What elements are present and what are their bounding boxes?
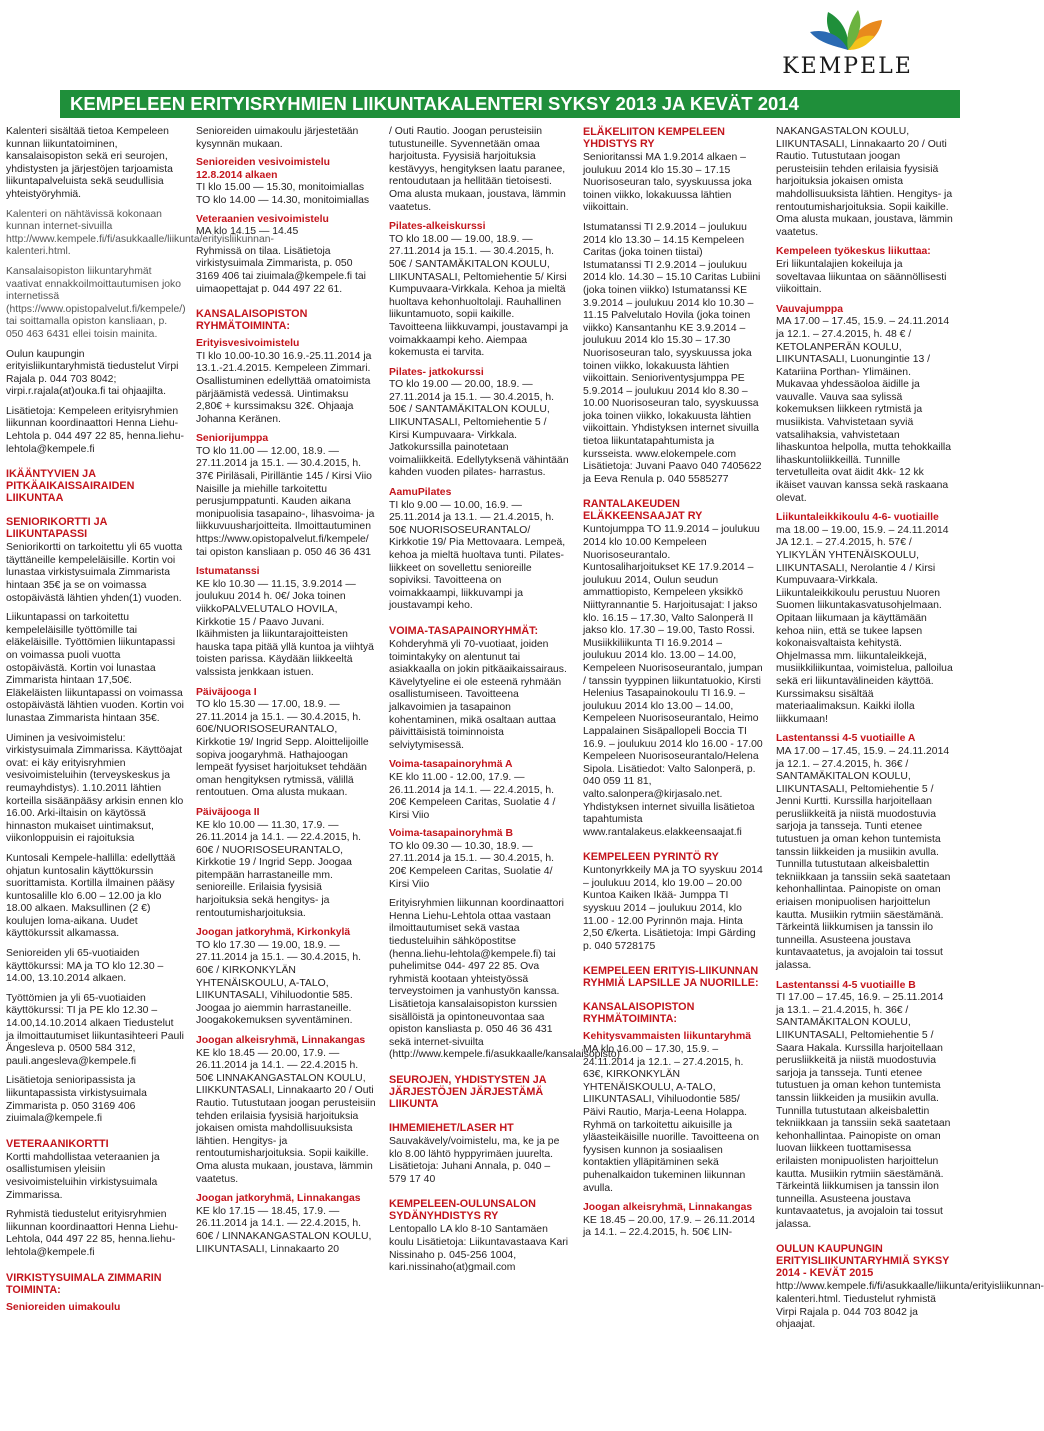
section-heading: ELÄKELIITON KEMPELEEN YHDISTYS RY xyxy=(583,126,725,150)
subheading: Joogan jatkoryhmä, Linnakangas xyxy=(196,1193,361,1205)
body-paragraph: Eri liikuntalajien kokeiluja ja soveltavaa liikuntaa on säännöllisesti viikoittain. xyxy=(776,258,947,296)
section-heading: SENIORIKORTTI JA LIIKUNTAPASSI xyxy=(6,516,107,541)
section-heading: KEMPELEEN ERITYIS-LIIKUNNAN RYHMIÄ LAPSILLE JA NUORILLE: xyxy=(583,965,759,990)
section-heading: VOIMA-TASAPAINORYHMÄT: xyxy=(389,624,539,637)
subheading: Voima-tasapainoryhmä B xyxy=(389,828,513,840)
body-paragraph: Lentopallo LA klo 8-10 Santamäen koulu Lisätietoja: Liikuntavastaava Kari Nissinaho p. 045-256 1004, kari.nissinaho(at)gmail.com xyxy=(389,1224,569,1274)
body-paragraph: Kohderyhmä yli 70-vuotiaat, joiden toimintakyky on alentunut tai asiakkaalla on jokin pitkäaikaissairaus. Kävelytyeline ei ole esteenä ryhmään osallistumiseen. Tavoitteena jalkavoimien ja tasapainon kohentaminen, mikä osaltaan auttaa päivittäisistä toiminnoista selviytymisessä. xyxy=(389,638,567,751)
subheading: Senioreiden uimakoulu xyxy=(6,1301,121,1313)
body-paragraph: TO klo 15.30 — 17.00, 18.9. — 27.11.2014 ja 15.1. — 30.4.2015, h. 60€/NUORISOSEURANTALO, Kirkkotie 19/ Ingrid Sepp. Aloittelijoille sopiva joogaryhmä. Hathajoogan lempeät fyysiset harjoitukset tehdään oman hengityksen rytmissä, välillä rentoutuen. Oma alusta mukaan. xyxy=(196,699,369,799)
body-paragraph: TO klo 09.30 — 10.30, 18.9. — 27.11.2014 ja 15.1. — 30.4.2015, h. 20€ Kempeleen Caritas, Suolatie 4/ Kirsi Viio xyxy=(389,840,555,890)
subheading: Voima-tasapainoryhmä A xyxy=(389,759,513,771)
body-paragraph: KE 18.45 – 20.00, 17.9. – 26.11.2014 ja 14.1. – 22.4.2015, h. 50€ LIN- xyxy=(583,1214,755,1239)
subheading: Pilates- jatkokurssi xyxy=(389,366,484,378)
body-paragraph: Kuntosali Kempele-hallilla: edellyttää ohjatun kuntosalin käyttökurssin suorittamista. Kortilla ilmainen pääsy kuntosalille klo 6.00 – 12.00 ja klo 18.00 alkaen. Maksullinen (2 €) koulujen loma-aikana. Uudet käyttökurssit alkamassa. xyxy=(6,852,176,940)
body-paragraph: KE klo 10.30 — 11.15, 3.9.2014 — joulukuu 2014 h. 0€/ Joka toinen viikkoPALVELUTALO HOVILA, Kirkkotie 15 / Paavo Juvani. Ikäihmisten ja liikuntarajoitteisten hauska tapa pitää yllä kuntoa ja viihtyä toisten parissa. Käydään liikkeeltä valssista jenkkaan istuen. xyxy=(196,578,374,678)
subheading: Päiväjooga II xyxy=(196,806,260,818)
body-paragraph: Sauvakävely/voimistelu, ma, ke ja pe klo 8.00 lähtö hyppyrimäen juurelta. Lisätietoja: Juhani Annala, p. 040 – 579 17 40 xyxy=(389,1135,560,1185)
body-paragraph: Senioreiden yli 65-vuotiaiden käyttökurssi: MA ja TO klo 12.30 – 14.00, 13.10.2014 alkaen. xyxy=(6,948,164,985)
section-heading: IHMEMIEHET/LASER HT xyxy=(389,1121,514,1134)
subheading: Liikuntaleikkikoulu 4-6- vuotiaille xyxy=(776,512,939,524)
body-paragraph: TI 17.00 – 17.45, 16.9. – 25.11.2014 ja 13.1. – 21.4.2015, h. 36€ / SANTAMÄKITALON KOULU, LIIKUNTASALI, Peltomiehentie 5 / Saara Hakala. Kurssilla harjoitellaan perusliikkeitä ja niistä muodostuvia sarjoja ja tansseja. Tunti etenee tutustuen ja oman kehon tuntemista tanssin liikkeiden ja musiikin avulla. Tunnilla tutustutaan alkeisbalettin tekniikkaan ja tanssiin sekä saatetaan kehonhallintaa. Painopiste on oman luovan liikkeen tuottamisessa erilaisten monipuolisten harjoittelun kautta. Musiikin rytmiin säestämänä. Tärkeintä liikkumisen ja tanssin ilon tunneilla. Asusteena joustava kuntavaatetus, ja avojaloin tai tossut jalassa. xyxy=(776,992,951,1230)
kempele-leaf-icon xyxy=(802,6,894,52)
subheading: Veteraanien vesivoimistelu xyxy=(196,213,329,225)
body-paragraph: MA klo 14.15 — 14.45 xyxy=(196,226,299,238)
body-paragraph: KE klo 17.15 — 18.45, 17.9. — 26.11.2014 ja 14.1. — 22.4.2015, h. 60€ / LINNAKANGASTALON KOULU, LIIKUNTASALI, Linnakaarto 20 xyxy=(196,1205,372,1255)
body-paragraph: ma 18.00 – 19.00, 15.9. – 24.11.2014 JA 12.1. – 27.4.2015, h. 57€ / YLIKYLÄN YHTENÄISKOULU, LIIKUNTASALI, Nerolantie 4 / Kirsi Kumpuvaara-Virkkala. Liikuntaleikkikoulu perustuu Nuoren Suomen liikuntakasvatusohjelmaan. Opitaan liikumaan ja käyttämään kehoa niin, että se tukee lapsen kokonaisvaltaista kehitystä. Ohjelmassa mm. liikuntaleikkejä, musiikkiliikuntaa, voimistelua, palloilua sekä eri liikuntavälineiden käyttöä. Kurssimaksu sisältää materiaalimaksun. Kaikki ilolla liikkumaan! xyxy=(776,524,953,725)
section-heading: KEMPELEEN-OULUNSALON SYDÄNYHDISTYS RY xyxy=(389,1198,536,1223)
section-heading: RANTALAKEUDEN ELÄKKEENSAAJAT RY xyxy=(583,498,703,523)
body-paragraph: TI klo 9.00 — 10.00, 16.9. — 25.11.2014 ja 13.1. — 21.4.2015, h. 50€ NUORISOSEURANTALO/ Kirkkotie 19/ Pia Mettovaara. Lempeä, kehoa ja mieltä huoltava tunti. Pilates-liikkeet on sovellettu senioreille sopiviksi. Tavoitteena on voimakkaampi, liikkuvampi ja joustavampi keho. xyxy=(389,499,566,612)
calendar-url-paragraph: Kalenteri on nähtävissä kokonaan kunnan internet-sivuilla http://www.kempele.fi/fi/asukkaalle/liikunta/erityisliikunnan-kalenteri.html. xyxy=(6,208,274,258)
subheading: Senioreiden vesivoimistelu 12.8.2014 alkaen xyxy=(196,157,330,181)
body-paragraph: TI klo 10.00-10.30 16.9.-25.11.2014 ja 13.1.-21.4.2015. Kempeleen Zimmari. Osallistuminen edellyttää omatoimista pärjäämistä vedessä. Uintimaksu 2,80€ + kurssimaksu 32€. Ohjaaja Johanna Keränen. xyxy=(196,350,372,425)
enrollment-paragraph: Kansalaisopiston liikuntaryhmät vaativat ennakkoilmoittautumisen joko internetissä (https://www.opistopalvelut.fi/kempele/) tai soittamalla opiston kansliaan, p. 050 463 6431 ellei toisin mainita. xyxy=(6,265,186,340)
column-5 xyxy=(776,126,1044,1426)
body-paragraph: TO klo 18.00 — 19.00, 18.9. — 27.11.2014 ja 15.1. — 30.4.2015, h. 50€ / SANTAMÄKITALON KOULU, LIIKUNTASALI, Peltomiehentie 5/ Kirsi Kumpuvaara-Virkkala. Kehoa ja mieltä huoltava kehonhuoltolaji. Rauhallinen liikuntamuoto, sopii kaikille. Tavoitteena liikkuvampi, joustavampi ja voimakkaampi keho. Aiempaa kokemusta ei tarvita. xyxy=(389,233,569,359)
subheading: Kehitysvammaisten liikuntaryhmä xyxy=(583,1031,752,1043)
body-paragraph: Kuntojumppa TO 11.9.2014 – joulukuu 2014 klo 10.00 Kempeleen Nuorisoseurantalo. Kuntosaliharjoitukset KE 17.9.2014 – joulukuu 2014, Oulun seudun ammattiopisto, Kempeleen yksikkö Niittyrannantie 5. Harjoitusajat: I jakso klo. 16.15 – 17.30, Valto Salonperä II jakso klo. 17.30 – 19.00, Tasto Rossi. Musiikkiliikunta TI 16.9.2014 – joulukuu 2014 klo. 13.00 – 14.00, Kempeleen Nuorisoseurantalo, jumpan / tanssin tyyppinen liikuntatuokio, Kirsti Helenius Tasapainokoulu TI 16.9. – joulukuu 2014 klo 13.00 – 14.00, Kempeleen Nuorisoseurantalo, Heimo Lappalainen Sisäpallopeli Boccia TI 16.9. – joulukuu 2014 klo 16.00 - 17.00 Kempeleen Nuorisoseurantalo/Helena Sipola. Lisätiedot: Valto Salonperä, p. 040 059 11 81, valto.salonpera@kirjasalo.net. Yhdistyksen internet sivuilla lisätietoa tapahtumista www.rantalakeus.elakkeensaajat.fi xyxy=(583,524,763,838)
body-paragraph: Erityisryhmien liikunnan koordinaattori Henna Liehu-Lehtola ottaa vastaan ilmoittautumiset sekä vastaa tiedusteluihin sähköpostitse (henna.liehu-lehtola@kempele.fi) tai puhelimitse 044- 497 22 85. Ova ryhmistä kootaan yhteistyössä terveystoimen ja vanhustyön kanssa. Lisätietoja kansalaisopiston kurssien sisällöistä ja opintoneuvontaa saa opiston kansliasta p. 050 46 36 431 sekä internet-sivuilta (http://www.kempele.fi/asukkaalle/kansalaisopisto) xyxy=(389,898,621,1061)
body-paragraph: Kortti mahdollistaa veteraanien ja osallistumisen yleisiin vesivoimisteluihin virkistysuimala Zimmarissa. xyxy=(6,1151,160,1201)
subheading: Erityisvesivoimistelu xyxy=(196,338,300,350)
body-paragraph: MA 17.00 – 17.45, 15.9. – 24.11.2014 ja 12.1. – 27.4.2015, h. 36€ / SANTAMÄKITALON KOULU, LIIKUNTASALI, Peltomiehentie 5 / Jenni Kurtti. Kurssilla harjoitellaan perusliikkeitä ja niistä muodostuvia sarjoja ja tansseja. Tunti etenee tutustuen ja oman kehon tuntemista tanssin liikkeiden ja musiikin avulla. Tunnilla tutustutaan alkeisbalettin tekniikkaan ja tanssiin sekä saatetaan kehonhallintaa. Painopiste on oman eriaisen monipuolisen harjoittelun kautta. Musiikin rytmiin säestämänä. Tärkeintä liikkumisen ja tanssin ilo tunneilla. Asusteena joustava kuntavaatetus, ja avojaloin tai tossut jalassa. xyxy=(776,745,951,971)
intro-paragraph: Kalenteri sisältää tietoa Kempeleen kunnan liikuntatoiminen, kansalaisopiston sekä eri seurojen, yhdistysten ja järjestöjen tarjoamista liikuntapalveluista sekä seudullisia yhteistyöryhmiä. xyxy=(6,126,173,200)
kempele-logo xyxy=(775,6,920,82)
body-paragraph: Ryhmistä tiedustelut erityisryhmien liikunnan koordinaattori Henna Liehu-Lehtola, 044 497 22 85, henna.liehu-lehtola@kempele.fi xyxy=(6,1209,179,1258)
body-paragraph: Senioreiden uimakoulu järjestetään kysynnän mukaan. xyxy=(196,126,359,150)
subheading: Vauvajumppa xyxy=(776,303,843,315)
body-paragraph: Lisätietoja senioripassista ja liikuntapassista virkistysuimala Zimmarista p. 050 3169 406 ziuimala@kempele.fi xyxy=(6,1075,147,1125)
section-heading: SEUROJEN, YHDISTYSTEN JA JÄRJESTÖJEN JÄRJESTÄMÄ LIIKUNTA xyxy=(389,1073,547,1110)
body-paragraph: http://www.kempele.fi/fi/asukkaalle/liikunta/erityisliikunnan-kalenteri.html. Tiedustelut ryhmistä Virpi Rajala p. 044 703 8042 ja ohjaajat. xyxy=(776,1281,1044,1331)
body-paragraph: TO klo 11.00 — 12.00, 18.9. — 27.11.2014 ja 15.1. — 30.4.2015, h. 37€ Piriläsali, Pirilläntie 145 / Kirsi Viio Naisille ja miehille tarkoitettu perusjumppatunti. Kauden aikana monipuolisia tasapaino-, lihasvoima- ja liikkuvuusharjoitteita. Ilmoittautuminen https://www.opistopalvelut.fi/kempele/ tai opiston kansliaan p. 050 46 36 431 xyxy=(196,445,375,558)
subheading: Päiväjooga I xyxy=(196,686,257,698)
section-heading: IKÄÄNTYVIEN JA PITKÄAIKAISSAIRAIDEN LIIKUNTAA xyxy=(6,468,135,505)
page-title: KEMPELEEN ERITYISRYHMIEN LIIKUNTAKALENTERI SYKSY 2013 JA KEVÄT 2014 xyxy=(60,90,960,118)
subheading: Joogan jatkoryhmä, Kirkonkylä xyxy=(196,927,351,939)
body-paragraph: Istumatanssi TI 2.9.2014 – joulukuu 2014 klo 13.30 – 14.15 Kempeleen Caritas (joka toinen tiistai) Istumatanssi TI 2.9.2014 – joulukuu 2014 klo. 14.30 – 15.10 Caritas Lubiini (joka toinen viikko) Istumatanssi KE 3.9.2014 – joulukuu 2014 klo 10.30 – 11.15 Palvelutalo Hovila (joka toinen viikko) Kansantanhu KE 3.9.2014 – joulukuu 2014 klo 15.30 – 17.30 Nuorisoseuran talo, syyskuussa joka toinen viikko, lokakuusta lähtien viikoittain. Senioriventysjumppa PE 5.9.2014 – joulukuu 2014 klo 8.30 – 10.00 Nuorisoseuran talo, syyskuussa joka toinen viikko, lokakuusta lähtien viikoittain. Yhdistyksen internet sivuilla tietoa liikuntatapahtumista ja kursseista. www.elokempele.com Lisätietoja: Juvani Paavo 040 7405622 ja Eeva Renula p. 040 5585277 xyxy=(583,221,762,485)
subheading: Istumatanssi xyxy=(196,566,260,578)
body-paragraph: / Outi Rautio. Joogan perusteisiin tutustuneille. Syvennetään omaa harjoitusta. Fyysisiä harjoituksia kestävyys, hengityksen laatu paranee, rentoudutaan ja hellitään tietoisesti. Oma alusta mukaan, joustava, lämmin vaatetus. xyxy=(389,126,566,213)
section-heading: VIRKISTYSUIMALA ZIMMARIN TOIMINTA: xyxy=(6,1271,162,1296)
body-paragraph: Kuntonyrkkeily MA ja TO syyskuu 2014 – joulukuu 2014, klo 19.00 – 20.00 Kuntoa Kaiken Ikää- Jumppa TI syyskuu 2014 – joulukuu 2014, klo 11.00 - 12.00 Pyrinnön maja. Hinta 2,50 €/kerta. Lisätietoja: Impi Gärding p. 040 5728175 xyxy=(583,865,763,952)
contact-paragraph: Lisätietoja: Kempeleen erityisryhmien liikunnan koordinaattori Henna Liehu-Lehtola p. 044 497 22 85, henna.liehu-lehtola@kempele.fi xyxy=(6,405,184,455)
body-paragraph: TO klo 19.00 — 20.00, 18.9. — 27.11.2014 ja 15.1. — 30.4.2015, h. 50€ / SANTAMÄKITALON KOULU, LIIKUNTASALI, Peltomiehentie 5 / Kirsi Kumpuvaara- Virkkala. Jatkokurssilla painotetaan voimaliikkeitä. Edellytyksenä vähintään kahden vuoden pilates- harrastus. xyxy=(389,379,569,479)
body-paragraph: TO klo 17.30 — 19.00, 18.9. — 27.11.2014 ja 15.1. — 30.4.2015, h. 60€ / KIRKONKYLÄN YHTENÄISKOULU, A-TALO, LIIKUNTASALI, Vihiluodontie 585. Joogaa jo aiemmin harrastaneille. Joogakokemuksen syventäminen. xyxy=(196,939,362,1027)
subheading: Joogan alkeisryhmä, Linnakangas xyxy=(196,1035,366,1046)
section-heading: VETERAANIKORTTI xyxy=(6,1137,109,1150)
body-paragraph: Seniorikortti on tarkoitettu yli 65 vuotta täyttäneille kempeleläisille. Kortin voi lunastaa virkistysuimala Zimmarista hintaan 35€ ja se on voimassa ostopäivästä lähtien yhden(1) vuoden. xyxy=(6,542,183,604)
section-heading: KANSALAISOPISTON RYHMÄTOIMINTA: xyxy=(196,308,308,333)
section-heading: OULUN KAUPUNGIN ERITYISLIIKUNTARYHMIÄ SYKSY 2014 - KEVÄT 2015 xyxy=(776,1243,950,1280)
subheading: Kempeleen työkeskus liikuttaa: xyxy=(776,246,931,258)
column-2 xyxy=(196,126,376,1426)
column-4 xyxy=(583,126,763,1426)
body-paragraph: NAKANGASTALON KOULU, LIIKUNTASALI, Linnakaarto 20 / Outi Rautio. Tutustutaan joogan perusteisiin tehden erilaisia fyysisiä harjoituksia jokaisen omista mahdollisuuksista lähtien. Hengitys- ja rentoutumisharjoituksia. Sopii kaikille. Oma alusta mukaan, joustava, lämmin vaatetus. xyxy=(776,126,953,238)
body-paragraph: TI klo 15.00 — 15.30, monitoimiallas TO klo 14.00 — 14.30, monitoimiallas xyxy=(196,182,370,206)
subheading: Seniorijumppa xyxy=(196,433,269,445)
body-paragraph: Liikuntapassi on tarkoitettu kempeleläisille työttömille tai eläkeläisille. Työttömien liikuntapassi on voimassa puoli vuotta ostopäivästä. Kortin voi lunastaa Zimmarista hintaan 17,50€. Eläkeläisten liikuntapassi on voimassa ostopäivästä lähtien vuoden. Kortin voi lunastaa Zimmarista hintaan 35€. xyxy=(6,612,184,724)
subheading: Lastentanssi 4-5 vuotiaille A xyxy=(776,733,916,745)
logo-wordmark: KEMPELE xyxy=(782,54,913,79)
body-paragraph: KE klo 18.45 — 20.00, 17.9. — 26.11.2014 ja 14.1. — 22.4.2015 h. 50€ LINNAKANGASTALON KOULU, LIIKKUNTASALI, Linnakaarto 20 / Outi Rautio. Tutustutaan joogan perusteisiin tehden erilaisia fyysisiä harjoituksia jokaisen omista mahdollisuuksista lähtien. Hengitys- ja rentoutumisharjoituksia. Sopii kaikille. Oma alusta mukaan, joustava, lämmin vaatetus. xyxy=(196,1047,376,1185)
body-paragraph: Ryhmissä on tilaa. Lisätietoja virkistysuimala Zimmarista, p. 050 3169 406 tai ziuimala@kempele.fi tai uimaopettajat p. 044 497 22 61. xyxy=(196,245,366,295)
body-paragraph: Työttömien ja yli 65-vuotiaiden käyttökurssi: TI ja PE klo 12.30 – 14.00,14.10.2014 alkaen Tiedustelut ja ilmoittautumiset liikuntasihteeri Pauli Ängesleva p. 0500 584 312, pauli.angesleva@kempele.fi xyxy=(6,992,184,1067)
subheading: AamuPilates xyxy=(389,487,452,499)
section-heading: KEMPELEEN PYRINTÖ RY xyxy=(583,851,719,864)
oulu-info-paragraph: Oulun kaupungin erityisliikuntaryhmistä tiedustelut Virpi Rajala p. 044 703 8042; virpi.r.rajala(at)ouka.fi tai ohjaajilta. xyxy=(6,348,179,398)
section-heading: KANSALAISOPISTON RYHMÄTOIMINTA: xyxy=(583,1001,695,1026)
body-paragraph: Senioritanssi MA 1.9.2014 alkaen – joulukuu 2014 klo 15.30 – 17.15 Nuorisoseuran talo, syyskuussa joka toinen viikko, lokakuussa lähtien viikoittain. xyxy=(583,152,752,214)
subheading: Lastentanssi 4-5 vuotiaille B xyxy=(776,979,916,991)
column-3 xyxy=(389,126,621,1426)
body-paragraph: KE klo 10.00 — 11.30, 17.9. — 26.11.2014 ja 14.1. — 22.4.2015, h. 60€ / NUORISOSEURANTALO, Kirkkotie 19 / Ingrid Sepp. Joogaa pitempään harrastaneille mm. senioreille. Erilaisia fyysisiä harjoituksia sekä hengitys- ja rentoutumisharjoituksia. xyxy=(196,819,362,919)
body-paragraph: MA klo 16.00 – 17.30, 15.9. – 24.11.2014 ja 12.1. – 27.4.2015, h. 63€, KIRKONKYLÄN YHTENÄISKOULU, A-TALO, LIIKUNTASALI, Vihiluodontie 585/ Päivi Rautio, Marja-Leena Holappa. Ryhmä on tarkoitettu aikuisille ja yläasteikäisille nuorille. Tavoitteena on fyysisen kunnon ja sosiaalisen kontaktien ylläpitäminen sekä puhenalkaidon tukeminen liikunnan avulla. xyxy=(583,1044,759,1194)
body-paragraph: KE klo 11.00 - 12.00, 17.9. — 26.11.2014 ja 14.1. — 22.4.2015, h. 20€ Kempeleen Caritas, Suolatie 4 / Kirsi Viio xyxy=(389,771,556,821)
body-paragraph: MA 17.00 – 17.45, 15.9. – 24.11.2014 ja 12.1. – 27.4.2015, h. 48 € / KETOLANPERÄN KOULU, LIIKUNTASALI, Luonungintie 13 / Katariina Porthan- Ylimäinen. Mukavaa yhdessäoloa äidille ja vauvalle. Vauva saa sylissä kokemuksen liikkeen rytmistä ja musiikista. Vahvistetaan syviä vatsalihaksia, vahvistetaan lihaskuntoa helpolla, mutta tehokkailla lihaskuntoliikkeillä. Tunnille tervetulleita ovat äidit 4kk- 12 kk ikäiset vauvan kanssa sekä raskaana olevat. xyxy=(776,316,952,504)
subheading: Joogan alkeisryhmä, Linnakangas xyxy=(583,1202,753,1214)
body-paragraph: Uiminen ja vesivoimistelu: virkistysuimala Zimmarissa. Käyttöajat ovat: ei käy erityisryhmien vesivoimisteluihin (terveyskeskus ja reumayhdistys). 1.10.2011 lähtien korteilla sisäänpääsy arkisin ennen klo 16.00. Arki-iltaisin on käytössä hinnaston mukaiset uintimaksut, viikonloppuisin ei rajoituksia xyxy=(6,732,184,845)
subheading: Pilates-alkeiskurssi xyxy=(389,221,486,233)
